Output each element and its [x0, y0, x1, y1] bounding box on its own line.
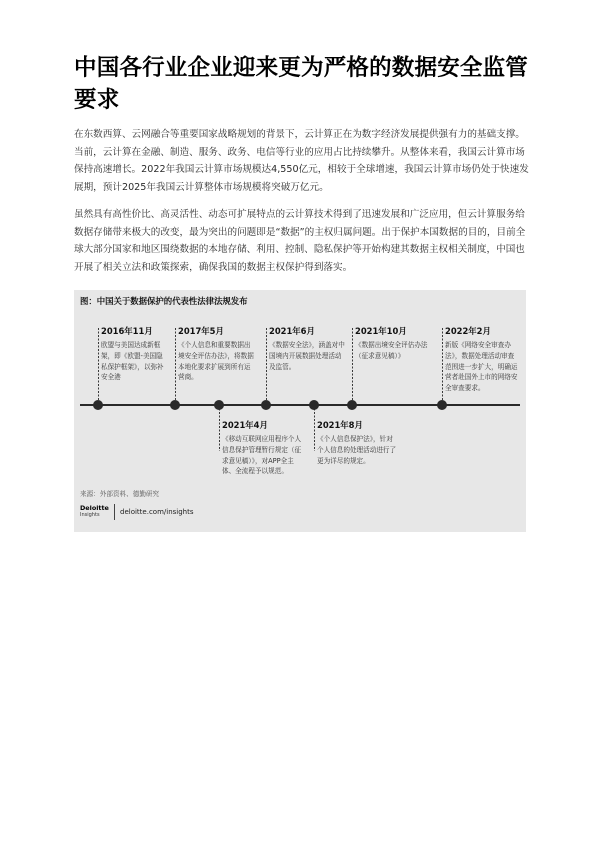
- event-date: 2021年8月: [317, 420, 363, 430]
- insights-link[interactable]: deloitte.com/insights: [120, 508, 194, 516]
- event-date: 2017年5月: [178, 326, 224, 336]
- timeline-dot: [93, 400, 103, 410]
- timeline-dot: [261, 400, 271, 410]
- timeline-event: [101, 326, 169, 383]
- event-text: 欧盟与美国达成新框架，即《欧盟-美国隐私保护框架》，以弥补安全港: [101, 341, 164, 382]
- timeline-dot: [437, 400, 447, 410]
- event-date: 2016年11月: [101, 326, 153, 336]
- event-text: 《数据安全法》，涵盖对中国境内开展数据处理活动及监管。: [269, 341, 345, 371]
- timeline-event: [269, 326, 345, 372]
- deloitte-logo: [80, 505, 110, 519]
- event-text: 新版《网络安全审查办法》，数据处理活动审查范围进一步扩大，明确运营者赴国外上市的网络安全审查要求。: [445, 341, 518, 393]
- timeline-stem: [352, 328, 353, 404]
- timeline-stem: [266, 328, 267, 404]
- paragraph-2: 虽然具有高性价比、高灵活性、动态可扩展特点的云计算技术得到了迅速发展和广泛应用，但云计算服务给数据存储带来极大的改变，最为突出的问题即是“数据”的主权归属问题。出于保护本国数据的目的，目前全球大部分国家和地区围绕数据的本地存储、利用、控制、隐私保护等开始构建其数据主权相关制度，中国也开展了相关立法和政策探索，确保我国的数据主权保护得到落实。: [74, 209, 526, 273]
- brand-name: Deloitte: [80, 504, 109, 512]
- timeline-event: [222, 420, 304, 477]
- timeline-dot: [347, 400, 357, 410]
- timeline-axis: [80, 404, 520, 406]
- timeline-event: [317, 420, 399, 466]
- event-text: 《移动互联网应用程序个人信息保护管理暂行规定（征求意见稿）》，对APP全主体、全流程予以规范。: [222, 435, 302, 476]
- timeline-stem: [98, 328, 99, 404]
- brand-sub: Insights: [80, 512, 100, 518]
- event-text: 《个人信息和重要数据出境安全评估办法》，将数据本地化要求扩展到所有运营商。: [178, 341, 254, 382]
- event-date: 2021年4月: [222, 420, 268, 430]
- event-date: 2021年6月: [269, 326, 315, 336]
- timeline-event: [445, 326, 519, 394]
- figure-source: 来源：外部资料、德勤研究: [80, 490, 160, 498]
- timeline-stem: [219, 405, 220, 451]
- event-date: 2022年2月: [445, 326, 491, 336]
- event-date: 2021年10月: [355, 326, 407, 336]
- timeline-stem: [314, 405, 315, 451]
- event-text: 《个人信息保护法》，针对个人信息的处理活动进行了更为详尽的规定。: [317, 435, 397, 465]
- timeline-event: [178, 326, 254, 383]
- article-title: 中国各行业企业迎来更为严格的数据安全监管要求: [74, 55, 529, 113]
- timeline-dot: [214, 400, 224, 410]
- paragraph-1: 在东数西算、云网融合等重要国家战略规划的背景下，云计算正在为数字经济发展提供强有力的基础支撑。当前，云计算在金融、制造、服务、政务、电信等行业的应用占比持续攀升。从整体来看，我国云计算市场保持高速增长。2022年我国云计算市场规模达4,550亿元，相较于全球增速，我国云计算市场仍处于快速发展期，预计2025年我国云计算整体市场规模将突破万亿元。: [74, 129, 529, 193]
- event-text: 《数据出境安全评估办法（征求意见稿）》: [355, 341, 428, 360]
- timeline-stem: [442, 328, 443, 404]
- timeline-dot: [309, 400, 319, 410]
- brand-divider: [114, 504, 115, 520]
- figure-title: 图：中国关于数据保护的代表性法律法规发布: [80, 296, 248, 306]
- timeline-figure: [74, 290, 526, 532]
- timeline-dot: [170, 400, 180, 410]
- timeline-stem: [175, 328, 176, 404]
- timeline-event: [355, 326, 433, 362]
